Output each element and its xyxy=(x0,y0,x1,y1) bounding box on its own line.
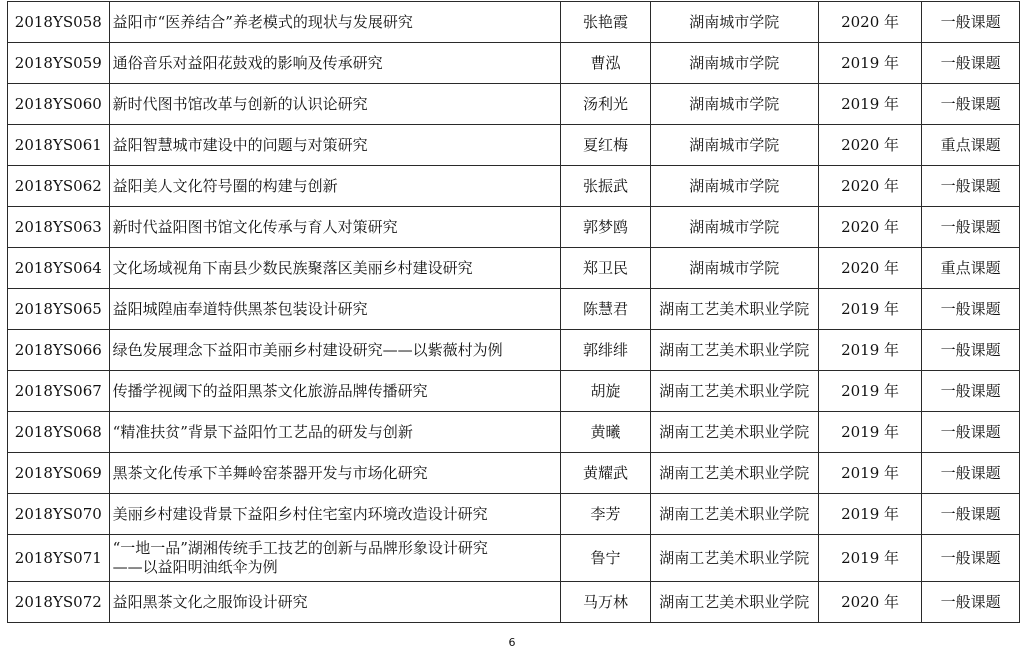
project-title-line: 传播学视阈下的益阳黑茶文化旅游品牌传播研究 xyxy=(112,381,428,400)
project-code-cell: 2018YS067 xyxy=(8,371,110,412)
project-type-cell: 一般课题 xyxy=(922,582,1020,623)
project-leader-cell: 汤利光 xyxy=(561,84,651,125)
project-title-line: 益阳黑茶文化之服饰设计研究 xyxy=(112,592,308,611)
project-title-cell xyxy=(109,289,561,330)
completion-year-cell: 2020 年 xyxy=(818,582,922,623)
table-row xyxy=(8,289,1020,330)
project-code-cell: 2018YS065 xyxy=(8,289,110,330)
institution-cell: 湖南工艺美术职业学院 xyxy=(650,582,818,623)
project-title-line: 黑茶文化传承下羊舞岭窑茶器开发与市场化研究 xyxy=(112,463,428,482)
project-leader-cell: 黄曦 xyxy=(561,412,651,453)
table-row xyxy=(8,412,1020,453)
project-title-line: 绿色发展理念下益阳市美丽乡村建设研究——以紫薇村为例 xyxy=(112,340,503,359)
table-row xyxy=(8,43,1020,84)
project-leader-cell: 鲁宁 xyxy=(561,535,651,582)
project-leader-cell: 张艳霞 xyxy=(561,2,651,43)
table-row xyxy=(8,125,1020,166)
project-leader-cell: 曹泓 xyxy=(561,43,651,84)
completion-year-cell: 2019 年 xyxy=(818,453,922,494)
project-code-cell: 2018YS070 xyxy=(8,494,110,535)
project-leader-cell: 胡旋 xyxy=(561,371,651,412)
project-title-line: “精准扶贫”背景下益阳竹工艺品的研发与创新 xyxy=(112,422,413,441)
institution-cell: 湖南工艺美术职业学院 xyxy=(650,289,818,330)
project-type-cell: 一般课题 xyxy=(922,535,1020,582)
project-code-cell: 2018YS064 xyxy=(8,248,110,289)
completion-year-cell: 2020 年 xyxy=(818,248,922,289)
institution-cell: 湖南城市学院 xyxy=(650,248,818,289)
table-row xyxy=(8,535,1020,582)
project-title-cell xyxy=(109,371,561,412)
project-title-line: 益阳城隍庙奉道特供黑茶包装设计研究 xyxy=(112,299,368,318)
project-code-cell: 2018YS072 xyxy=(8,582,110,623)
table-row xyxy=(8,330,1020,371)
table-row xyxy=(8,582,1020,623)
project-type-cell: 一般课题 xyxy=(922,2,1020,43)
project-type-cell: 一般课题 xyxy=(922,43,1020,84)
institution-cell: 湖南工艺美术职业学院 xyxy=(650,453,818,494)
project-type-cell: 一般课题 xyxy=(922,453,1020,494)
project-type-cell: 一般课题 xyxy=(922,207,1020,248)
table-row xyxy=(8,207,1020,248)
project-leader-cell: 黄耀武 xyxy=(561,453,651,494)
project-title-cell xyxy=(109,453,561,494)
project-leader-cell: 夏红梅 xyxy=(561,125,651,166)
project-title-line: 新时代图书馆改革与创新的认识论研究 xyxy=(112,94,368,113)
table-row xyxy=(8,84,1020,125)
institution-cell: 湖南工艺美术职业学院 xyxy=(650,412,818,453)
project-title-line: 美丽乡村建设背景下益阳乡村住宅室内环境改造设计研究 xyxy=(112,504,488,523)
completion-year-cell: 2020 年 xyxy=(818,125,922,166)
project-leader-cell: 郭梦鸥 xyxy=(561,207,651,248)
project-title-line: 益阳美人文化符号圈的构建与创新 xyxy=(112,176,338,195)
completion-year-cell: 2020 年 xyxy=(818,166,922,207)
institution-cell: 湖南城市学院 xyxy=(650,2,818,43)
institution-cell: 湖南工艺美术职业学院 xyxy=(650,535,818,582)
institution-cell: 湖南工艺美术职业学院 xyxy=(650,371,818,412)
completion-year-cell: 2019 年 xyxy=(818,494,922,535)
project-code-cell: 2018YS062 xyxy=(8,166,110,207)
project-title-cell xyxy=(109,2,561,43)
project-title-line: 新时代益阳图书馆文化传承与育人对策研究 xyxy=(112,217,398,236)
project-type-cell: 一般课题 xyxy=(922,412,1020,453)
institution-cell: 湖南城市学院 xyxy=(650,166,818,207)
project-title-cell xyxy=(109,84,561,125)
project-code-cell: 2018YS071 xyxy=(8,535,110,582)
institution-cell: 湖南工艺美术职业学院 xyxy=(650,494,818,535)
table-row xyxy=(8,166,1020,207)
project-type-cell: 一般课题 xyxy=(922,494,1020,535)
project-leader-cell: 郑卫民 xyxy=(561,248,651,289)
project-title-cell xyxy=(109,166,561,207)
project-title-cell xyxy=(109,248,561,289)
completion-year-cell: 2019 年 xyxy=(818,43,922,84)
project-code-cell: 2018YS069 xyxy=(8,453,110,494)
completion-year-cell: 2019 年 xyxy=(818,371,922,412)
project-code-cell: 2018YS063 xyxy=(8,207,110,248)
project-title-cell xyxy=(109,494,561,535)
project-code-cell: 2018YS068 xyxy=(8,412,110,453)
completion-year-cell: 2019 年 xyxy=(818,330,922,371)
project-title-cell xyxy=(109,207,561,248)
project-title-cell xyxy=(109,582,561,623)
completion-year-cell: 2020 年 xyxy=(818,207,922,248)
project-leader-cell: 郭绯绯 xyxy=(561,330,651,371)
table-row xyxy=(8,453,1020,494)
completion-year-cell: 2019 年 xyxy=(818,412,922,453)
project-leader-cell: 张振武 xyxy=(561,166,651,207)
project-type-cell: 重点课题 xyxy=(922,248,1020,289)
project-title-line: 益阳市“医养结合”养老模式的现状与发展研究 xyxy=(112,12,413,31)
project-type-cell: 一般课题 xyxy=(922,84,1020,125)
project-leader-cell: 马万林 xyxy=(561,582,651,623)
project-leader-cell: 李芳 xyxy=(561,494,651,535)
project-table xyxy=(7,1,1020,623)
completion-year-cell: 2019 年 xyxy=(818,84,922,125)
project-code-cell: 2018YS066 xyxy=(8,330,110,371)
completion-year-cell: 2020 年 xyxy=(818,2,922,43)
project-code-cell: 2018YS058 xyxy=(8,2,110,43)
project-type-cell: 重点课题 xyxy=(922,125,1020,166)
completion-year-cell: 2019 年 xyxy=(818,289,922,330)
project-code-cell: 2018YS061 xyxy=(8,125,110,166)
project-title-cell xyxy=(109,125,561,166)
project-table-body xyxy=(8,2,1020,623)
institution-cell: 湖南城市学院 xyxy=(650,207,818,248)
project-title-line: ——以益阳明油纸伞为例 xyxy=(112,558,278,576)
completion-year-cell: 2019 年 xyxy=(818,535,922,582)
table-row xyxy=(8,494,1020,535)
table-row xyxy=(8,2,1020,43)
institution-cell: 湖南城市学院 xyxy=(650,84,818,125)
project-type-cell: 一般课题 xyxy=(922,289,1020,330)
project-type-cell: 一般课题 xyxy=(922,371,1020,412)
project-type-cell: 一般课题 xyxy=(922,330,1020,371)
page-number: 6 xyxy=(508,636,516,649)
table-row xyxy=(8,248,1020,289)
project-title-line: 通俗音乐对益阳花鼓戏的影响及传承研究 xyxy=(112,53,383,72)
project-code-cell: 2018YS059 xyxy=(8,43,110,84)
project-title-cell xyxy=(109,330,561,371)
project-leader-cell: 陈慧君 xyxy=(561,289,651,330)
project-title-line: 文化场域视角下南县少数民族聚落区美丽乡村建设研究 xyxy=(112,258,473,277)
project-title-cell xyxy=(109,412,561,453)
institution-cell: 湖南工艺美术职业学院 xyxy=(650,330,818,371)
project-title-line: 益阳智慧城市建设中的问题与对策研究 xyxy=(112,135,368,154)
institution-cell: 湖南城市学院 xyxy=(650,43,818,84)
project-type-cell: 一般课题 xyxy=(922,166,1020,207)
project-title-cell xyxy=(109,535,561,582)
table-row xyxy=(8,371,1020,412)
institution-cell: 湖南城市学院 xyxy=(650,125,818,166)
project-title-line: “一地一品”湖湘传统手工技艺的创新与品牌形象设计研究 xyxy=(112,539,488,557)
project-title-cell xyxy=(109,43,561,84)
project-code-cell: 2018YS060 xyxy=(8,84,110,125)
